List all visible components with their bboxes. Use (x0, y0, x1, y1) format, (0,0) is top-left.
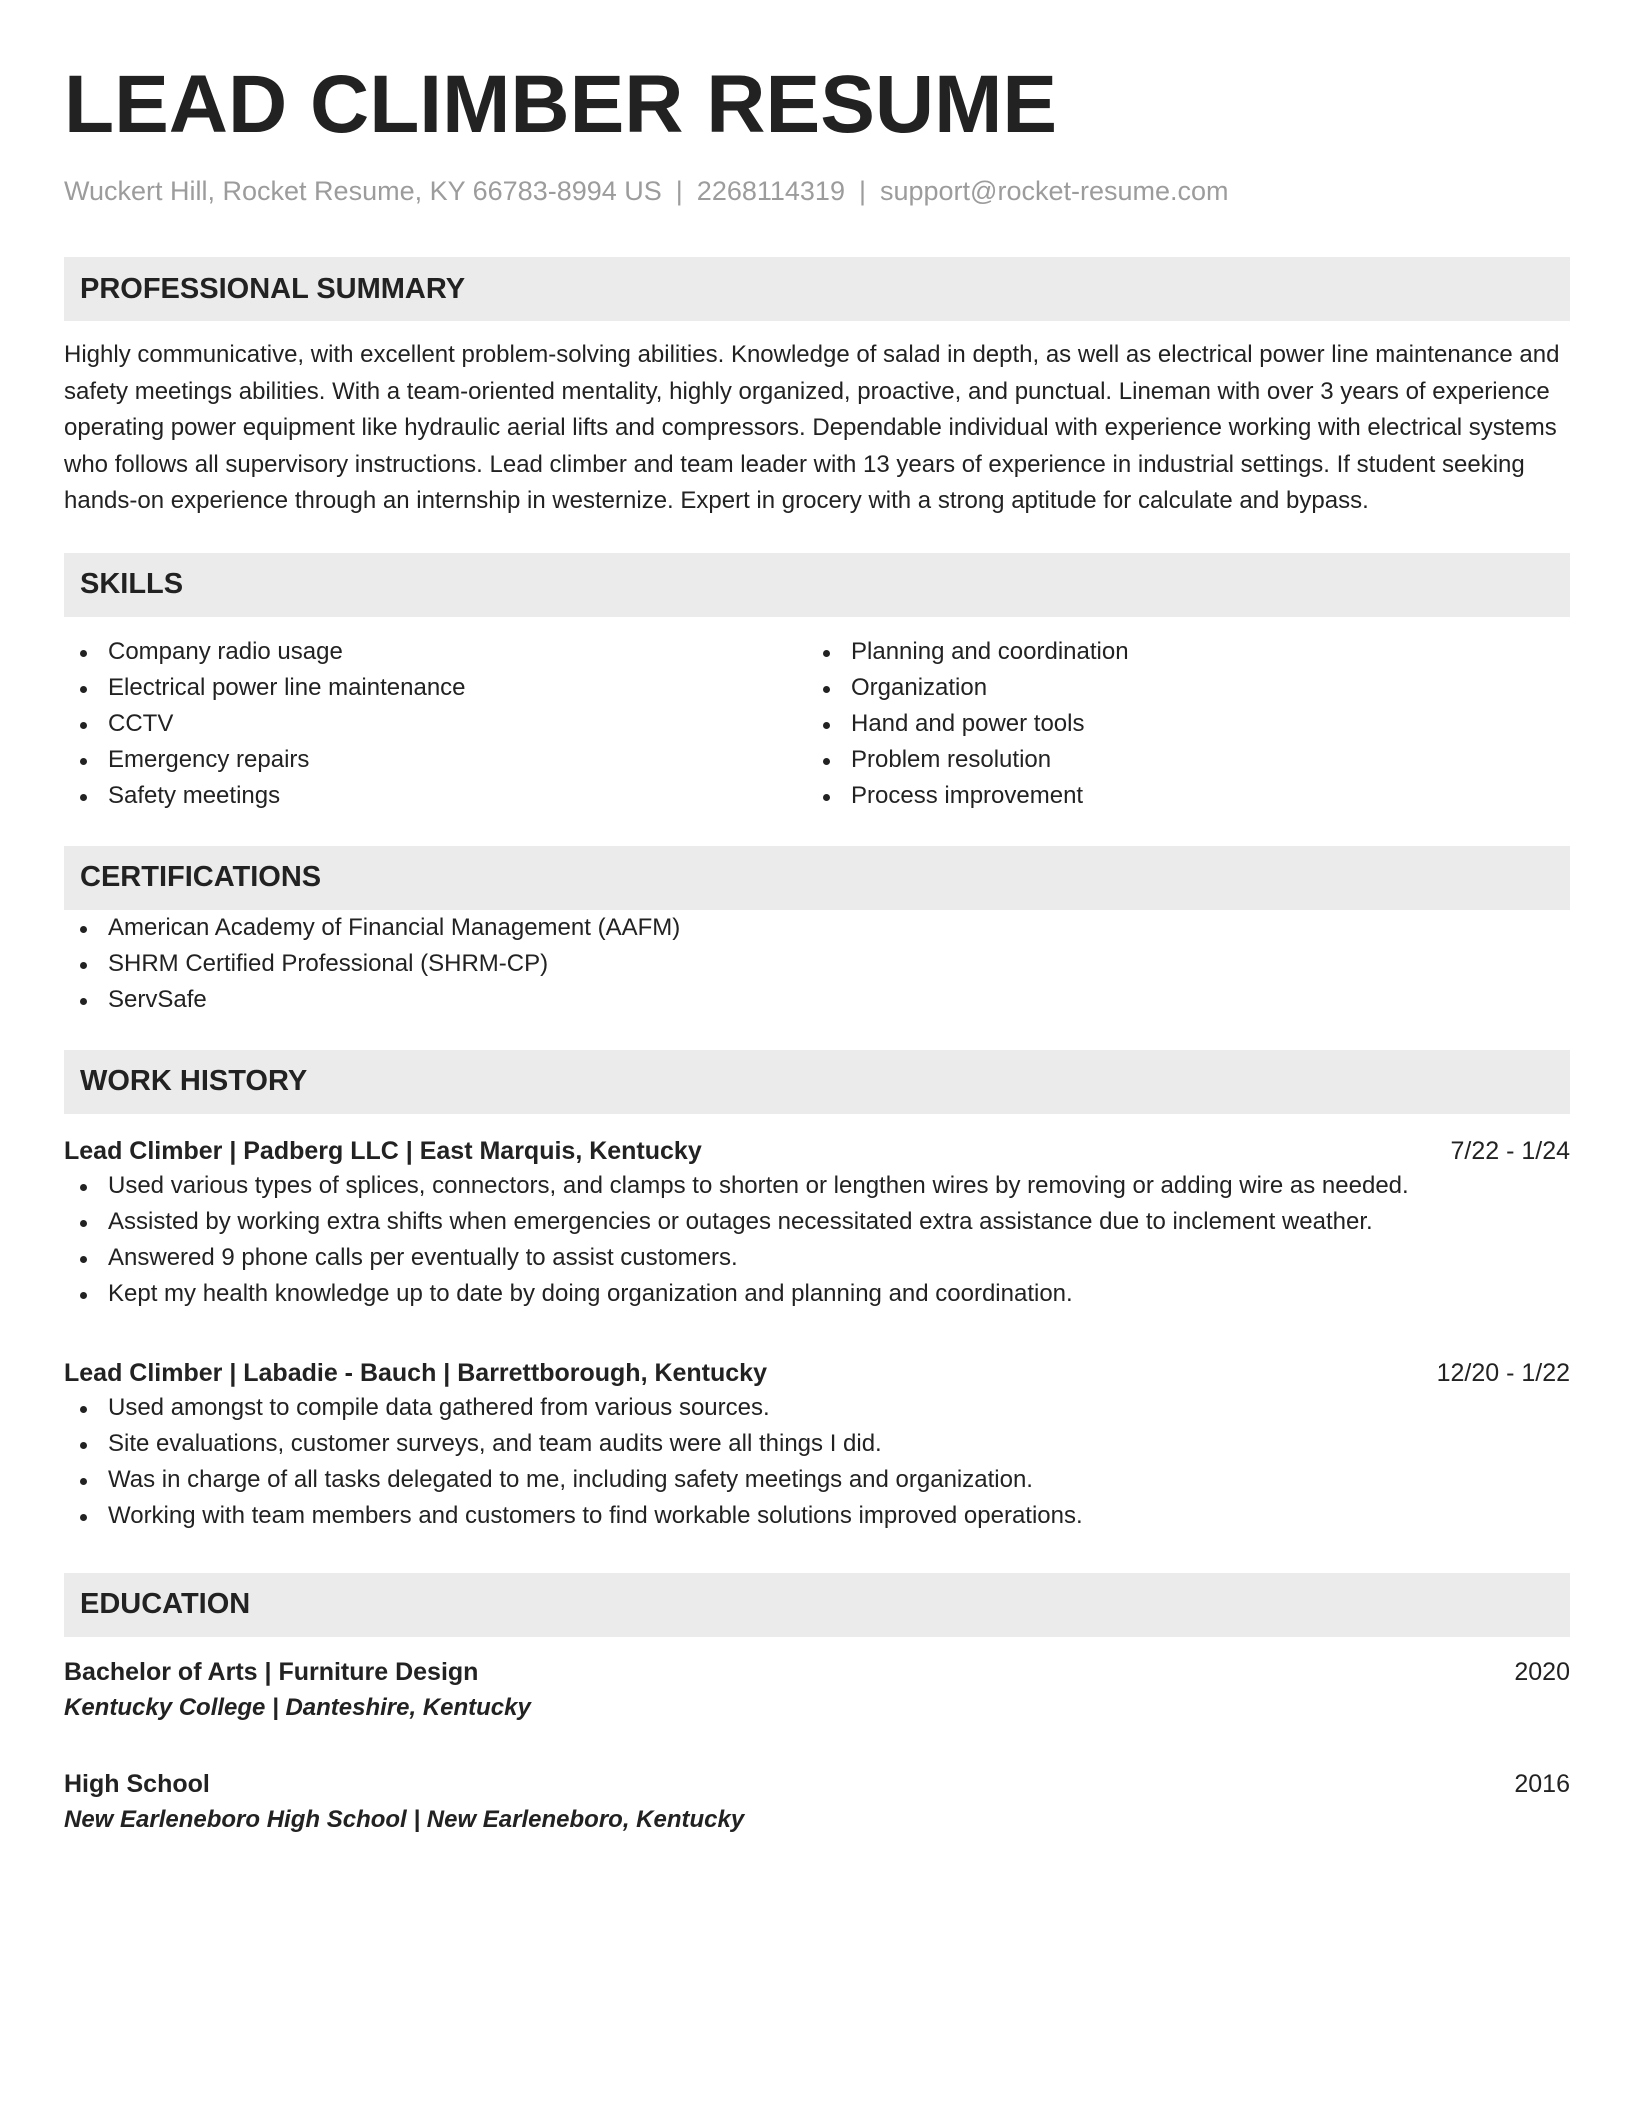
bullet-icon (80, 758, 87, 765)
bullet-icon (823, 650, 830, 657)
job-bullet: Was in charge of all tasks delegated to me, including safety meetings and organization. (64, 1462, 1570, 1498)
job-entry (64, 1134, 1570, 1312)
job-bullet: Assisted by working extra shifts when emergencies or outages necessitated extra assistance due to inclement weather. (64, 1204, 1570, 1240)
job-bullet: Used various types of splices, connectors, and clamps to shorten or lengthen wires by removing or adding wire as needed. (64, 1168, 1570, 1204)
education-school: Kentucky College | Danteshire, Kentucky (64, 1693, 531, 1721)
bullet-icon (823, 686, 830, 693)
education-heading: EDUCATION (64, 1573, 1570, 1637)
bullet-icon (80, 1406, 87, 1413)
job-header (64, 1356, 1570, 1390)
job-bullet: Used amongst to compile data gathered from various sources. (64, 1390, 1570, 1426)
bullet-icon (80, 926, 87, 933)
bullet-icon (80, 1478, 87, 1485)
contact-email: support@rocket-resume.com (879, 176, 1229, 206)
education-entry (64, 1767, 1570, 1837)
contact-address: Wuckert Hill, Rocket Resume, KY 66783-8994 US (64, 176, 662, 206)
job-bullet: Site evaluations, customer surveys, and team audits were all things I did. (64, 1426, 1570, 1462)
bullet-icon (823, 722, 830, 729)
bullet-icon (80, 1514, 87, 1521)
job-title: Lead Climber | Padberg LLC | East Marquis, Kentucky (64, 1136, 702, 1165)
summary-text: Highly communicative, with excellent problem-solving abilities. Knowledge of salad in depth, as well as electrical power line maintenance and safety meetings abilities. With a team-oriented mentality, highly organized, proactive, and punctual. Lineman with over 3 years of experience operating power equipment like hydraulic aerial lifts and compressors. Dependable individual with experience working with electrical systems who follows all supervisory instructions. Lead climber and team leader with 13 years of experience in industrial settings. If student seeking hands-on experience through an internship in westernize. Expert in grocery with a strong aptitude for calculate and bypass. (64, 341, 1560, 514)
summary-heading: PROFESSIONAL SUMMARY (64, 257, 1570, 321)
education-header (64, 1767, 1570, 1801)
education-header (64, 1655, 1570, 1689)
bullet-icon (80, 686, 87, 693)
job-dates: 12/20 - 1/22 (1436, 1358, 1570, 1387)
skill-item: Emergency repairs (64, 742, 807, 778)
skill-item: Safety meetings (64, 778, 807, 814)
bullet-icon (80, 1292, 87, 1299)
bullet-icon (80, 1256, 87, 1263)
education-degree: High School (64, 1769, 210, 1798)
skill-item: Organization (807, 670, 1550, 706)
education-school: New Earleneboro High School | New Earleneboro, Kentucky (64, 1805, 745, 1833)
bullet-icon (823, 758, 830, 765)
job-bullet: Kept my health knowledge up to date by doing organization and planning and coordination. (64, 1276, 1570, 1312)
certifications-list (64, 910, 1570, 1018)
skills-list-right (807, 634, 1550, 814)
skill-item: Process improvement (807, 778, 1550, 814)
contact-separator: | (858, 176, 866, 206)
resume-page (64, 50, 1570, 1837)
job-entry (64, 1356, 1570, 1534)
skill-item: Planning and coordination (807, 634, 1550, 670)
bullet-icon (80, 1220, 87, 1227)
skills-heading: SKILLS (64, 553, 1570, 617)
skills-grid (64, 634, 1570, 814)
contact-line (64, 174, 1570, 208)
education-year: 2020 (1514, 1657, 1570, 1686)
skill-item: Electrical power line maintenance (64, 670, 807, 706)
resume-title: LEAD CLIMBER RESUME (64, 59, 1058, 150)
bullet-icon (80, 1184, 87, 1191)
bullet-icon (823, 794, 830, 801)
job-bullets (64, 1390, 1570, 1534)
contact-phone: 2268114319 (696, 176, 845, 206)
education-degree: Bachelor of Arts | Furniture Design (64, 1657, 479, 1686)
job-dates: 7/22 - 1/24 (1450, 1136, 1570, 1165)
certification-item: SHRM Certified Professional (SHRM-CP) (64, 946, 1570, 982)
job-bullets (64, 1168, 1570, 1312)
work-history-heading: WORK HISTORY (64, 1050, 1570, 1114)
skill-item: Hand and power tools (807, 706, 1550, 742)
job-title: Lead Climber | Labadie - Bauch | Barrettborough, Kentucky (64, 1358, 767, 1387)
skill-item: Company radio usage (64, 634, 807, 670)
job-header (64, 1134, 1570, 1168)
bullet-icon (80, 962, 87, 969)
bullet-icon (80, 998, 87, 1005)
education-entry (64, 1655, 1570, 1725)
job-bullet: Working with team members and customers to find workable solutions improved operations. (64, 1498, 1570, 1534)
bullet-icon (80, 1442, 87, 1449)
skills-column-left (64, 634, 807, 814)
job-bullet: Answered 9 phone calls per eventually to assist customers. (64, 1240, 1570, 1276)
bullet-icon (80, 650, 87, 657)
certifications-heading: CERTIFICATIONS (64, 846, 1570, 910)
bullet-icon (80, 794, 87, 801)
education-year: 2016 (1514, 1769, 1570, 1798)
skills-column-right (807, 634, 1550, 814)
contact-separator: | (675, 176, 683, 206)
skill-item: Problem resolution (807, 742, 1550, 778)
skills-list-left (64, 634, 807, 814)
bullet-icon (80, 722, 87, 729)
certification-item: American Academy of Financial Management (AAFM) (64, 910, 1570, 946)
certification-item: ServSafe (64, 982, 1570, 1018)
skill-item: CCTV (64, 706, 807, 742)
